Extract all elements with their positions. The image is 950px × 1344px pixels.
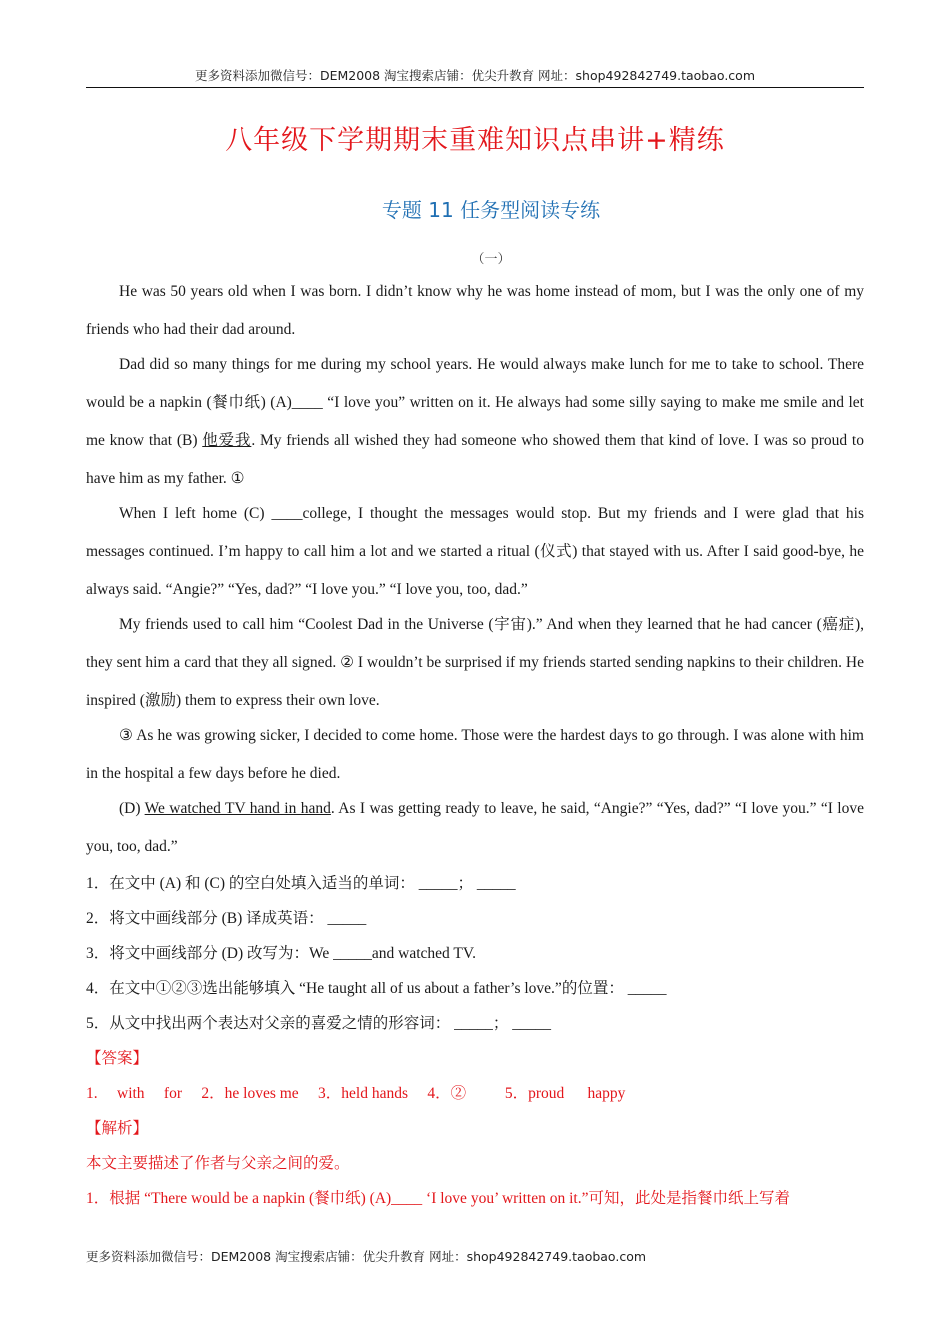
question-5: 5．从文中找出两个表达对父亲的喜爱之情的形容词： _____； _____ xyxy=(86,1015,552,1032)
analysis-intro: 本文主要描述了作者与父亲之间的爱。 xyxy=(86,1155,350,1172)
question-2: 2．将文中画线部分 (B) 译成英语： _____ xyxy=(86,910,367,927)
passage-paragraph-2 xyxy=(86,346,864,498)
analysis-item-1: 1．根据 “There would be a napkin (餐巾纸) (A)____ ‘I love you’ written on it.”可知，此处是指餐巾纸上写着 xyxy=(86,1190,790,1207)
document-subtitle: 专题 11 任务型阅读专练 xyxy=(381,198,601,222)
passage-paragraph-6 xyxy=(86,790,864,866)
page-footer: 更多资料添加微信号：DEM2008 淘宝搜索店铺：优尖升教育 网址：shop492842749.taobao.com xyxy=(86,1249,647,1264)
section-number: （一） xyxy=(471,251,511,266)
passage-text: . My friends all wished they had someone who showed them that kind of love. I was so proud to have him as my father. ① xyxy=(86,432,864,487)
underlined-phrase-d: We watched TV hand in hand xyxy=(144,800,331,817)
passage-text: Dad did so many things for me during my school years. He would always make lunch for me to take to school. There would be a napkin (餐巾纸) (A)____ “I love you” written on it. He always had some silly saying to make me smile and let me know that (B) xyxy=(86,356,864,449)
underlined-phrase-b: 他爱我 xyxy=(202,432,252,449)
passage-text: . As I was getting ready to leave, he said, “Angie?” “Yes, dad?” “I love you.” “I love you, too, dad.” xyxy=(86,800,864,855)
question-1: 1．在文中 (A) 和 (C) 的空白处填入适当的单词： _____； _____ xyxy=(86,875,516,892)
question-3: 3．将文中画线部分 (D) 改写为：We _____and watched TV. xyxy=(86,945,476,962)
analysis-heading: 【解析】 xyxy=(86,1120,149,1137)
document-body xyxy=(86,273,864,1216)
document-title: 八年级下学期期末重难知识点串讲+精练 xyxy=(225,125,725,156)
answer-list: 1. with for 2．he loves me 3．held hands 4．② 5．proud happy xyxy=(86,1085,626,1102)
passage-paragraph-3: When I left home (C) ____college, I thought the messages would stop. But my friends and I were glad that his messages continued. I’m happy to call him a lot and we started a ritual (仪式) that stayed with us. After I said good-bye, he always said. “Angie?” “Yes, dad?” “I love you.” “I love you, too, dad.” xyxy=(86,505,864,598)
passage-text: (D) xyxy=(119,800,145,817)
passage-paragraph-1: He was 50 years old when I was born. I didn’t know why he was home instead of mom, but I was the only one of my friends who had their dad around. xyxy=(86,283,864,338)
passage-paragraph-4: My friends used to call him “Coolest Dad in the Universe (宇宙).” And when they learned that he had cancer (癌症), they sent him a card that they all signed. ② I wouldn’t be surprised if my friends started sending napkins to their children. He inspired (激励) them to express their own love. xyxy=(86,616,864,709)
question-4: 4．在文中①②③选出能够填入 “He taught all of us about a father’s love.”的位置： _____ xyxy=(86,980,667,997)
answer-heading: 【答案】 xyxy=(86,1050,149,1067)
passage-paragraph-5: ③ As he was growing sicker, I decided to come home. Those were the hardest days to go through. I was alone with him in the hospital a few days before he died. xyxy=(86,727,864,782)
header-divider xyxy=(86,87,864,88)
page-header: 更多资料添加微信号：DEM2008 淘宝搜索店铺：优尖升教育 网址：shop492842749.taobao.com xyxy=(194,68,756,83)
